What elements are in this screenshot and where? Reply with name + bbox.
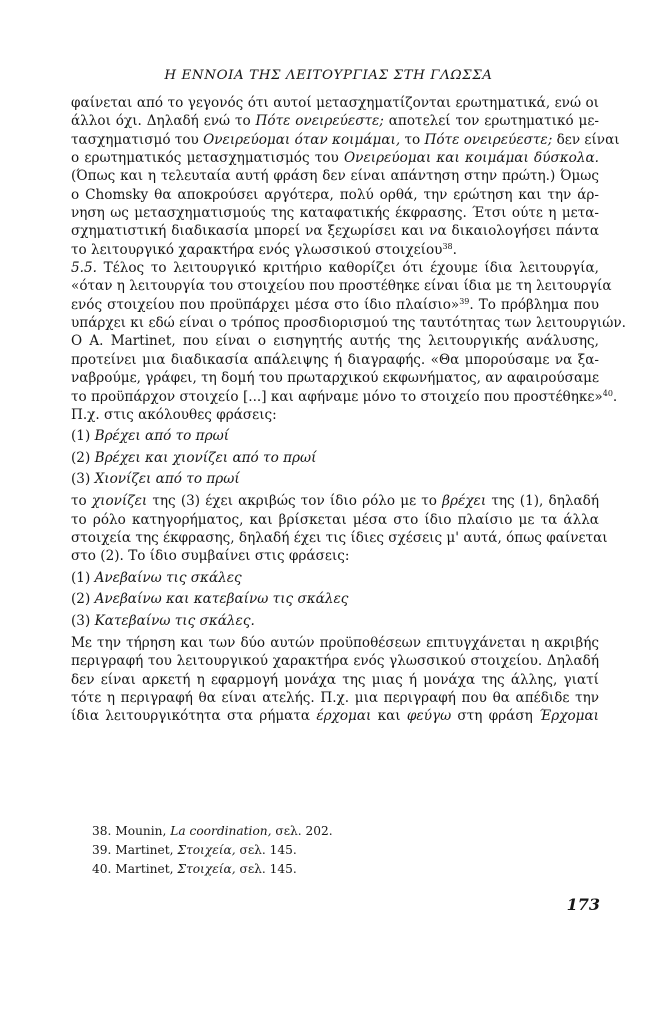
text-line: το χιονίζει της (3) έχει ακριβώς τον ίδιο ρόλο με το βρέχει της (1), δηλαδή [71,493,599,510]
example-item: (1) Ανεβαίνω τις σκάλες [71,569,242,586]
example-phrase: Πότε ονειρεύεστε; [255,113,384,130]
text-line: το ρόλο κατηγορήματος, και βρίσκεται μέσα στο ίδιο πλαίσιο με τα άλλα [71,511,599,528]
text-line: περιγραφή του λειτουργικού χαρακτήρα ενός γλωσσικού στοιχείου. Δηλαδή [71,653,599,670]
text-line: ναβρούμε, γράφει, τη δομή του πρωταρχικού εκφωνήματος, αν αφαιρούσαμε [71,370,599,387]
example-list-2 [71,568,599,632]
text-line: ο Chomsky θα αποκρούσει αργότερα, πολύ ορθά, την ερώτηση και την άρ- [71,186,599,203]
example-phrase: Πότε ονειρεύεστε; [424,131,553,148]
text-line: Με την τήρηση και των δύο αυτών προϋποθέσεων επιτυγχάνεται η ακριβής [71,635,599,651]
text-line: Π.χ. στις ακόλουθες φράσεις: [71,406,277,423]
text-line: ο ερωτηματικός μετασχηματισμός του Ονειρεύομαι και κοιμάμαι δύσκολα. [71,150,599,167]
section-number: 5.5. [71,260,97,277]
text-line: σχηματιστική διαδικασία μπορεί να ξεχωρίσει και να δικαιολογήσει πάντα [71,223,599,240]
text-line: άλλοι όχι. Δηλαδή ενώ το Πότε ονειρεύεστε; αποτελεί τον ερωτηματικό με- [71,113,599,130]
text-line: τότε η περιγραφή θα είναι ατελής. Π.χ. μια περιγραφή που θα απέδιδε την [71,690,599,707]
text-line: φαίνεται από το γεγονός ότι αυτοί μετασχηματίζονται ερωτηματικά, ενώ οι [71,95,599,111]
example-phrase: Ονειρεύομαι και κοιμάμαι δύσκολα. [344,150,599,167]
example-item: (2) Ανεβαίνω και κατεβαίνω τις σκάλες [71,591,349,608]
text-line: τασχηματισμό του Ονειρεύομαι όταν κοιμάμαι, το Πότε ονειρεύεστε; δεν είναι [71,131,620,148]
example-item: (3) Χιονίζει από το πρωί [71,471,240,487]
text-line: στοιχεία της έκφρασης, δηλαδή έχει τις ίδιες σχέσεις μ' αυτά, όπως φαίνεται [71,530,608,547]
paragraph-4 [71,634,599,726]
text-line: στο (2). Το ίδιο συμβαίνει στις φράσεις: [71,548,350,565]
footnote: 40. Martinet, Στοιχεία, σελ. 145. [92,862,297,876]
body-text [71,94,626,726]
text-line: προτείνει μια διαδικασία απάλειψης ή διαγραφής. «Θα μπορούσαμε να ξα- [71,351,599,368]
paragraph-2 [71,259,626,424]
text-line: υπάρχει κι εδώ είναι ο τρόπος προσδιορισμού της ταυτότητας των λειτουργιών. [71,315,626,332]
footnote-ref[interactable]: 40 [602,388,613,398]
example-phrase: Ονειρεύομαι όταν κοιμάμαι, [203,131,401,148]
footnote-ref[interactable]: 39 [459,296,470,306]
text-line: ενός στοιχείου που προϋπάρχει μέσα στο ίδιο πλαίσιο»$^{39}$. Το πρόβλημα που [71,296,599,313]
footnote-ref[interactable]: 38 [442,241,453,251]
example-item: (1) Βρέχει από το πρωί [71,428,230,445]
paragraph-1 [71,94,620,259]
footnote: 38. Mounin, La coordination, σελ. 202. [92,824,333,838]
text-line: δεν είναι αρκετή η εφαρμογή μονάχα της μιας ή μονάχα της άλλης, γιατί [71,671,599,688]
example-item: (2) Βρέχει και χιονίζει από το πρωί [71,449,317,466]
footnote: 39. Martinet, Στοιχεία, σελ. 145. [92,843,297,857]
text-line: το λειτουργικό χαρακτήρα ενός γλωσσικού στοιχείου$^{38}$. [71,241,457,258]
text-line: ίδια λειτουργικότητα στα ρήματα έρχομαι και φεύγω στη φράση Έρχομαι [71,708,599,725]
text-line: (Όπως και η τελευταία αυτή φράση δεν είναι απάντηση στην πρώτη.) Όμως [71,168,599,185]
text-line: το προϋπάρχον στοιχείο [...] και αφήναμε μόνο το στοιχείο που προστέθηκε»$^{40}$. [71,388,618,405]
text-line: 5.5. Τέλος το λειτουργικό κριτήριο καθορίζει ότι έχουμε ίδια λειτουργία, [71,260,599,277]
text-line: «όταν η λειτουργία του στοιχείου που προστέθηκε είναι ίδια με τη λειτουργία [71,278,612,295]
running-head: Η ΕΝΝΟΙΑ ΤΗΣ ΛΕΙΤΟΥΡΓΙΑΣ ΣΤΗ ΓΛΩΣΣΑ [164,68,493,83]
text-line: νηση ως μετασχηματισμούς της καταφατικής έκφρασης. Έτσι ούτε η μετα- [71,205,599,222]
text-line: Ο A. Martinet, που είναι ο εισηγητής αυτής της λειτουργικής ανάλυσης, [71,333,599,350]
paragraph-3 [71,492,608,565]
footnotes [92,822,572,879]
page-number: 173 [566,895,600,914]
example-list-1 [71,426,599,490]
example-item: (3) Κατεβαίνω τις σκάλες. [71,612,255,629]
